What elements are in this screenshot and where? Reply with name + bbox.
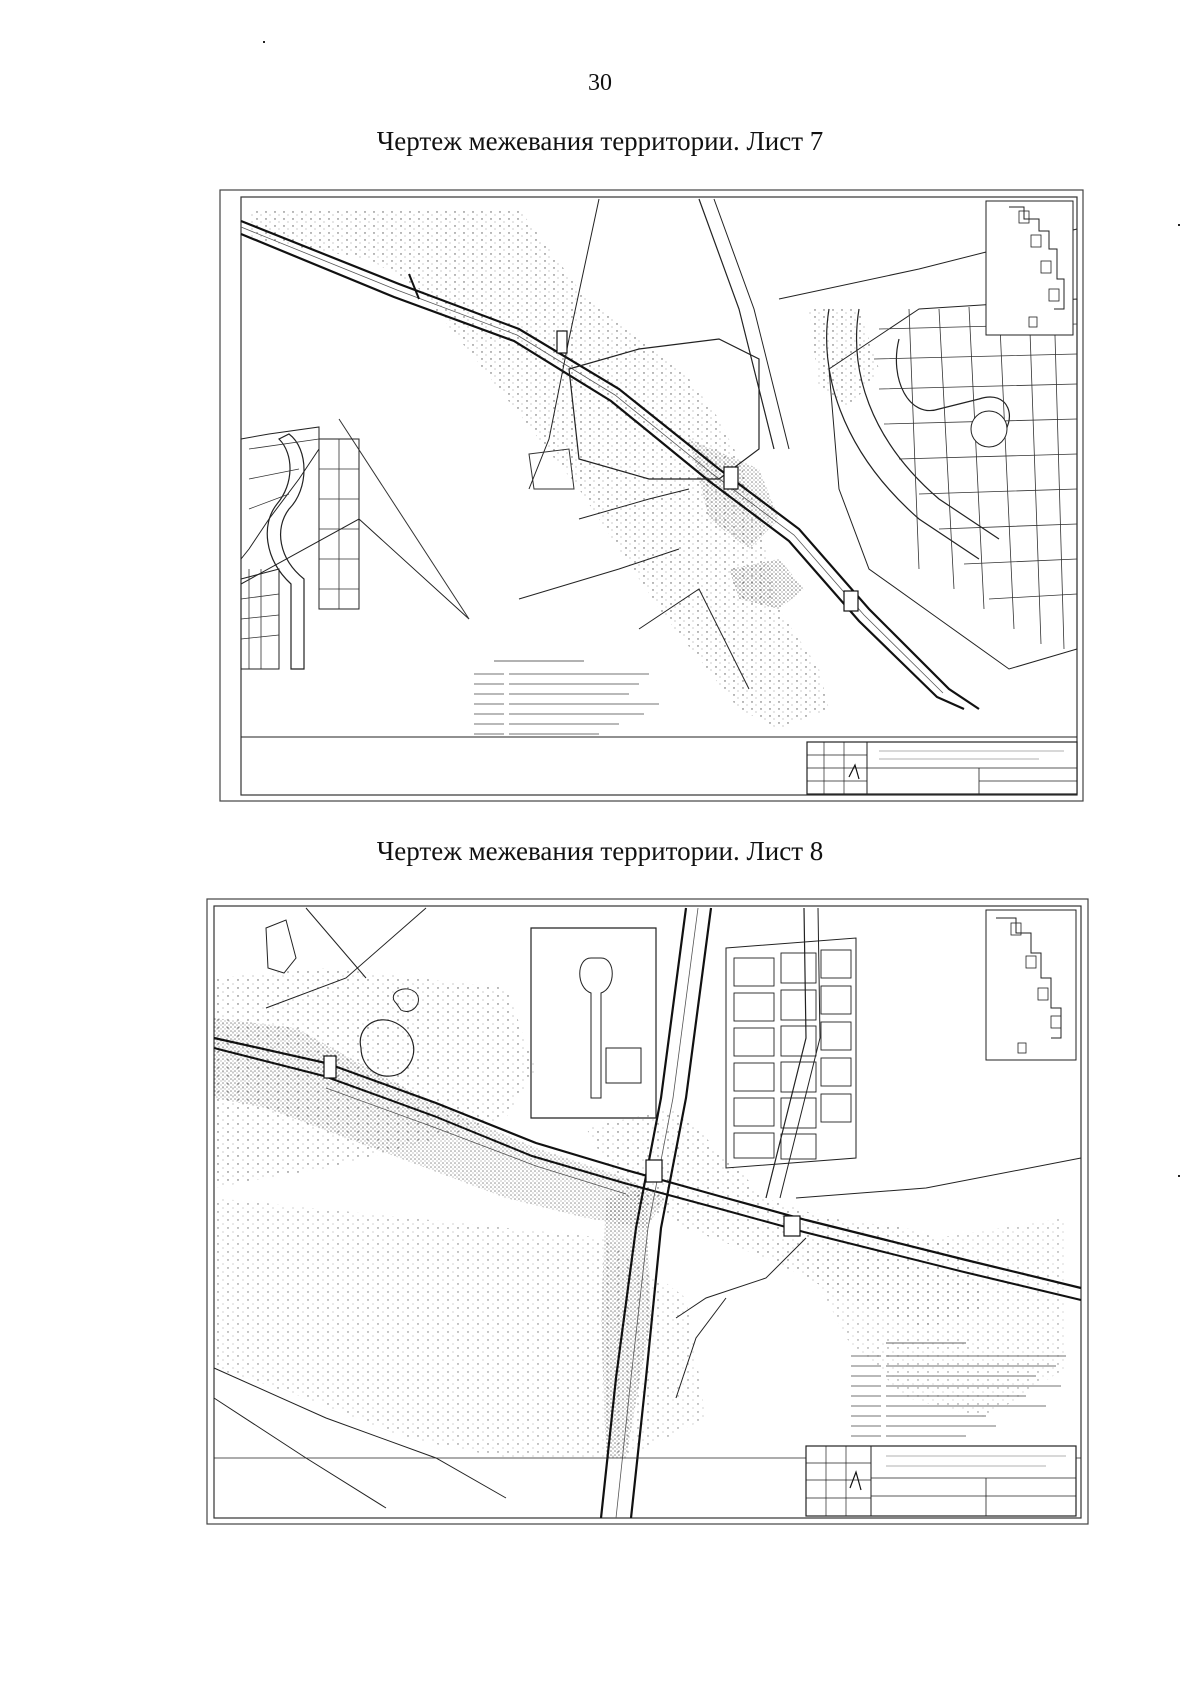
page-number: 30 — [588, 70, 612, 96]
scan-speck — [263, 41, 265, 43]
sheet-8-title: Чертеж межевания территории. Лист 8 — [376, 836, 824, 866]
sheet-7-key-plan — [986, 201, 1073, 335]
sheet-8-map-area — [214, 908, 1081, 1518]
scan-speck — [1178, 224, 1180, 226]
sheet-8-title-block — [806, 1446, 1076, 1516]
sheet-7-title: Чертеж межевания территории. Лист 7 — [376, 126, 824, 156]
sheet-8-drawing — [206, 898, 1089, 1525]
sheet-7-legend — [474, 661, 659, 734]
sheet-7-map-area — [241, 199, 1077, 737]
sheet-7-map — [219, 189, 1084, 802]
sheet-7-title-block — [807, 742, 1077, 794]
sheet-8-map — [206, 898, 1089, 1525]
sheet-7-drawing — [219, 189, 1084, 802]
sheet-8-key-plan — [986, 910, 1076, 1060]
scan-speck — [1178, 1175, 1180, 1177]
